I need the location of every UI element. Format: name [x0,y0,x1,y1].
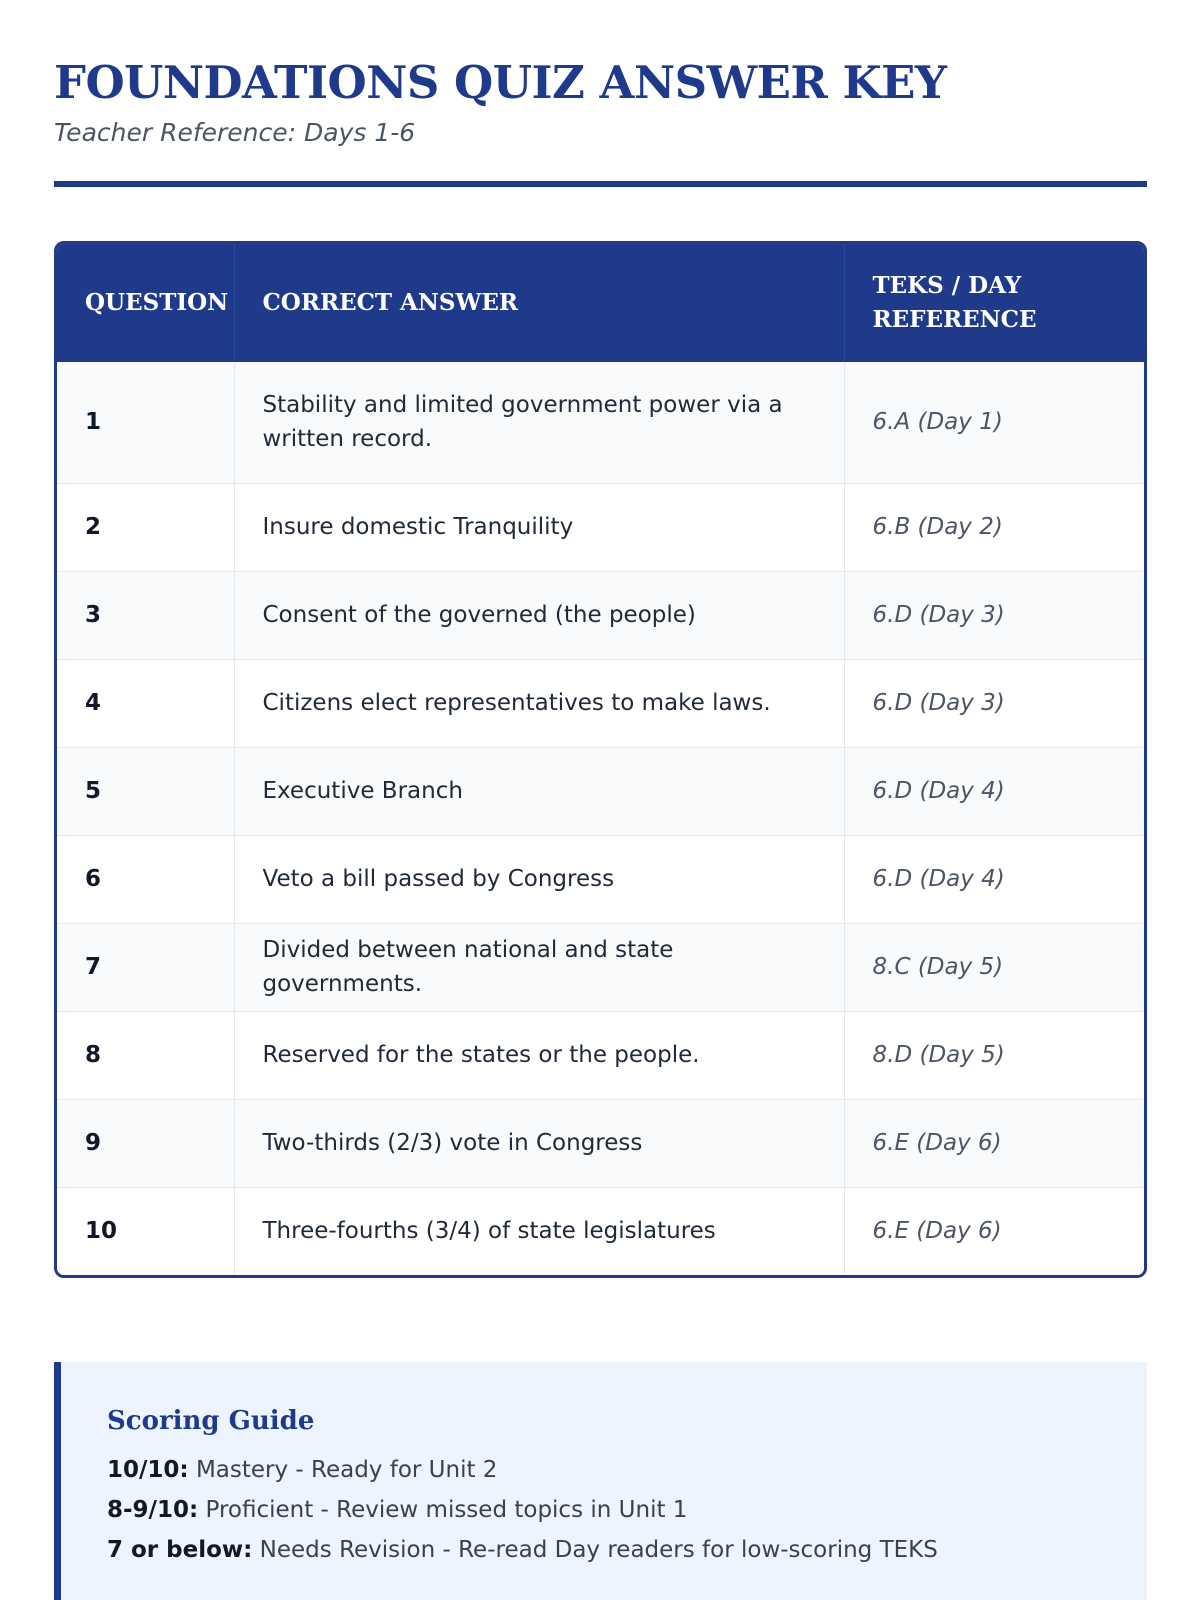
table-row [57,362,1144,483]
table-row [57,483,1144,571]
correct-answer: Stability and limited government power via a written record. [234,362,844,483]
table-header-row [57,244,1144,362]
table-row [57,571,1144,659]
teks-reference: 6.D (Day 4) [844,747,1144,835]
page-title: FOUNDATIONS QUIZ ANSWER KEY [54,56,947,109]
question-number: 2 [57,483,234,571]
teks-reference: 8.C (Day 5) [844,923,1144,1011]
question-number: 4 [57,659,234,747]
scoring-item-description: Proficient - Review missed topics in Unit 1 [205,1497,688,1523]
teks-reference: 6.D (Day 3) [844,571,1144,659]
scoring-guide-title: Scoring Guide [107,1406,315,1436]
question-number: 6 [57,835,234,923]
teks-reference: 6.D (Day 3) [844,659,1144,747]
table-row [57,1099,1144,1187]
scoring-guide [54,1362,1147,1600]
page-subtitle: Teacher Reference: Days 1-6 [54,118,416,147]
table-row [57,1011,1144,1099]
column-header-correct-answer: CORRECT ANSWER [234,244,844,362]
scoring-item [107,1497,687,1523]
teks-reference: 6.D (Day 4) [844,835,1144,923]
answer-table-container [54,241,1147,1278]
title-divider [54,181,1147,187]
table-row [57,747,1144,835]
column-header-teks-reference: TEKS / DAY REFERENCE [844,244,1144,362]
teks-reference: 8.D (Day 5) [844,1011,1144,1099]
table-row [57,923,1144,1011]
scoring-item [107,1537,938,1563]
table-row [57,1187,1144,1275]
table-row [57,835,1144,923]
question-number: 8 [57,1011,234,1099]
scoring-item-description: Needs Revision - Re-read Day readers for low-scoring TEKS [259,1537,938,1563]
question-number: 5 [57,747,234,835]
scoring-item-score: 7 or below: [107,1537,253,1563]
scoring-item [107,1457,497,1483]
correct-answer: Insure domestic Tranquility [234,483,844,571]
teks-reference: 6.A (Day 1) [844,362,1144,483]
scoring-item-description: Mastery - Ready for Unit 2 [195,1457,498,1483]
correct-answer: Reserved for the states or the people. [234,1011,844,1099]
question-number: 1 [57,362,234,483]
question-number: 9 [57,1099,234,1187]
teks-reference: 6.E (Day 6) [844,1187,1144,1275]
scoring-item-score: 8-9/10: [107,1497,199,1523]
table-row [57,659,1144,747]
teks-reference: 6.E (Day 6) [844,1099,1144,1187]
column-header-question: QUESTION [57,244,234,362]
question-number: 7 [57,923,234,1011]
correct-answer: Divided between national and state governments. [234,923,844,1011]
correct-answer: Executive Branch [234,747,844,835]
scoring-item-score: 10/10: [107,1457,189,1483]
correct-answer: Consent of the governed (the people) [234,571,844,659]
question-number: 3 [57,571,234,659]
answer-table [57,244,1144,1275]
correct-answer: Three-fourths (3/4) of state legislatures [234,1187,844,1275]
correct-answer: Citizens elect representatives to make laws. [234,659,844,747]
teks-reference: 6.B (Day 2) [844,483,1144,571]
correct-answer: Veto a bill passed by Congress [234,835,844,923]
question-number: 10 [57,1187,234,1275]
correct-answer: Two-thirds (2/3) vote in Congress [234,1099,844,1187]
